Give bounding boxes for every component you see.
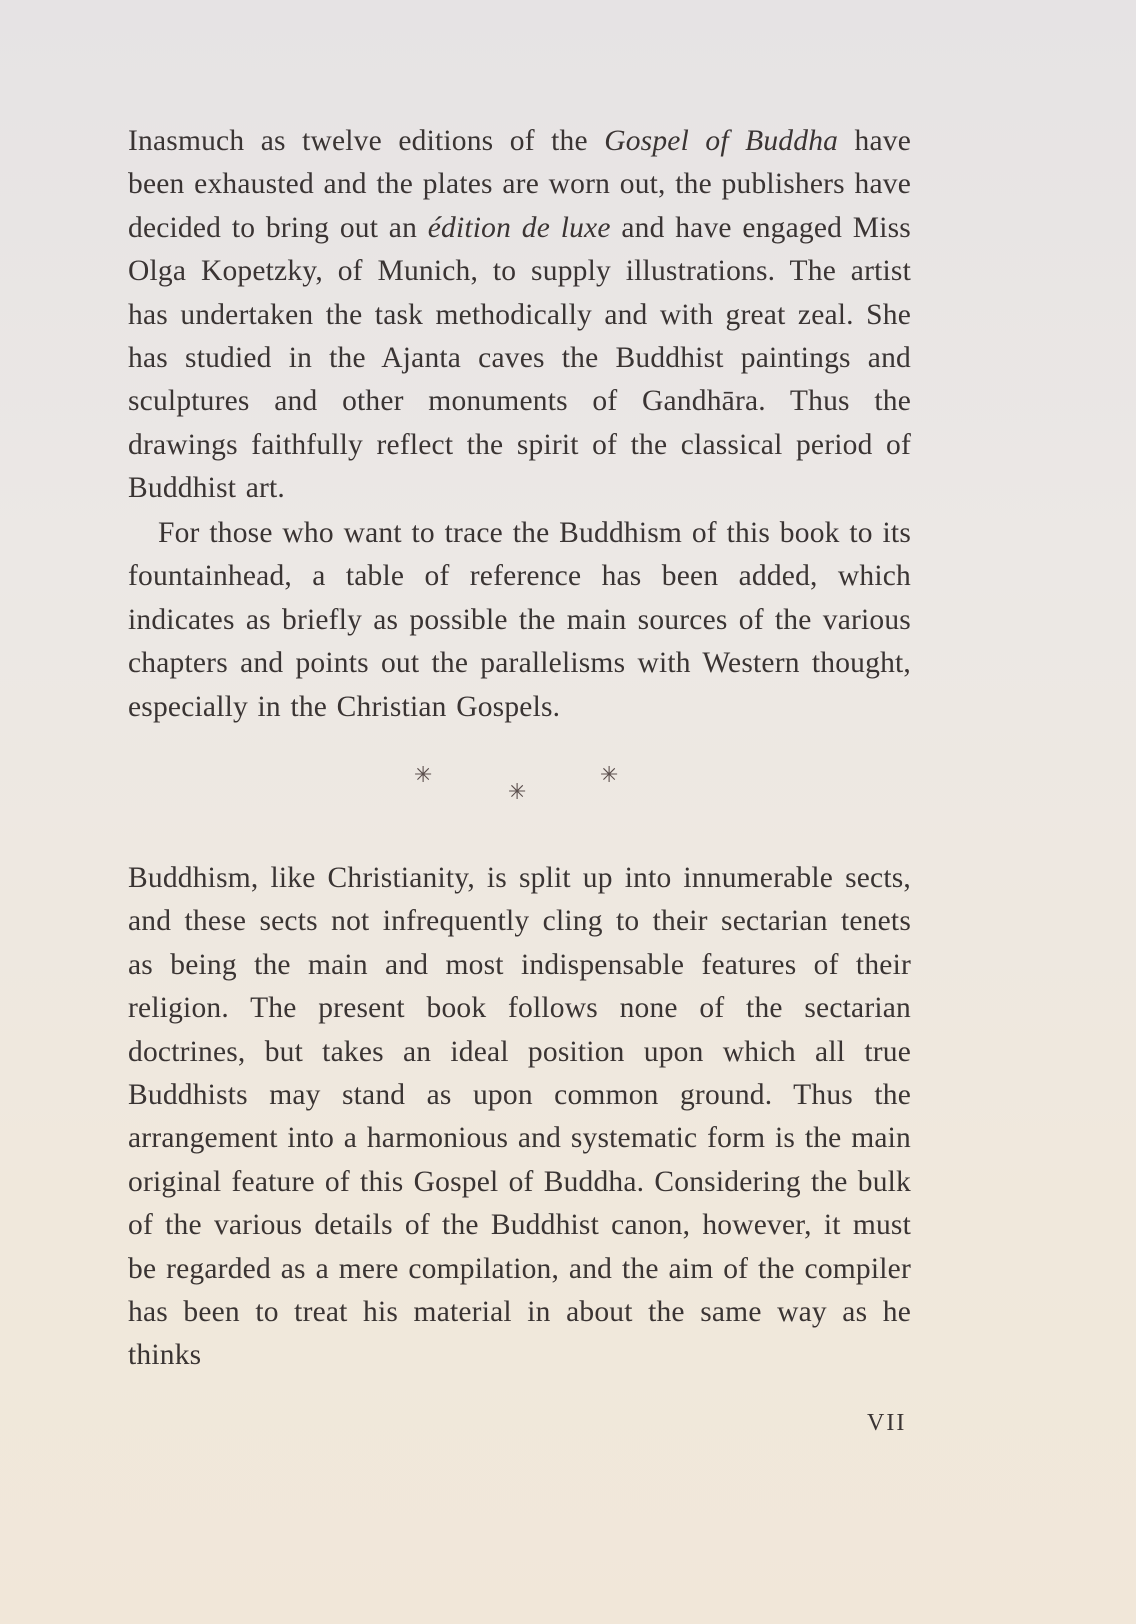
edition-term: édition de luxe — [427, 211, 611, 244]
asterisk-ornament-icon: ✳ — [600, 763, 619, 788]
paragraph-editions — [128, 120, 911, 511]
paragraph-text: Buddhism, like Christianity, is split up into innumerable sects, and these sects not infrequently cling to their sectarian tenets as being the main and most indispensable features of their religion. The present book follows none of the sectarian doctrines, but takes an ideal position upon which all true Buddhists may stand as upon common ground. Thus the arrangement into a harmonious and systematic form is the main original feature of this Gospel of Buddha. Considering the bulk of the various details of the Buddhist canon, however, it must be regarded as a mere compilation, and the aim of the compiler has been to treat his material in about the same way as he thinks — [128, 862, 911, 1372]
paragraph-reference-table — [128, 512, 911, 729]
asterism-divider — [0, 765, 1136, 825]
asterisk-ornament-icon: ✳ — [508, 780, 527, 805]
asterisk-ornament-icon: ✳ — [414, 763, 433, 788]
paragraph-text: have been exhausted and the plates are worn out, the publishers have decided to bring out an — [128, 125, 912, 244]
book-title: Gospel of Buddha — [604, 125, 839, 157]
page-number: VII — [867, 1410, 907, 1436]
paragraph-text: For those who want to trace the Buddhism of this book to its fountainhead, a table of reference has been added, which indicates as briefly as possible the main sources of the various chapters and points out the parallelisms with Western thought, especially in the Christian Gospels. — [128, 517, 911, 723]
paragraph-text: and have engaged Miss Olga Kopetzky, of Munich, to supply illustrations. The artist has undertaken the task methodically and with great zeal. She has studied in the Ajanta caves the Buddhist paintings and sculptures and other monuments of Gandhāra. Thus the drawings faithfully reflect the spirit of the classical period of Buddhist art. — [128, 211, 911, 505]
paragraph-sects — [128, 857, 911, 1378]
paragraph-text: Inasmuch as twelve editions of the — [128, 125, 605, 157]
